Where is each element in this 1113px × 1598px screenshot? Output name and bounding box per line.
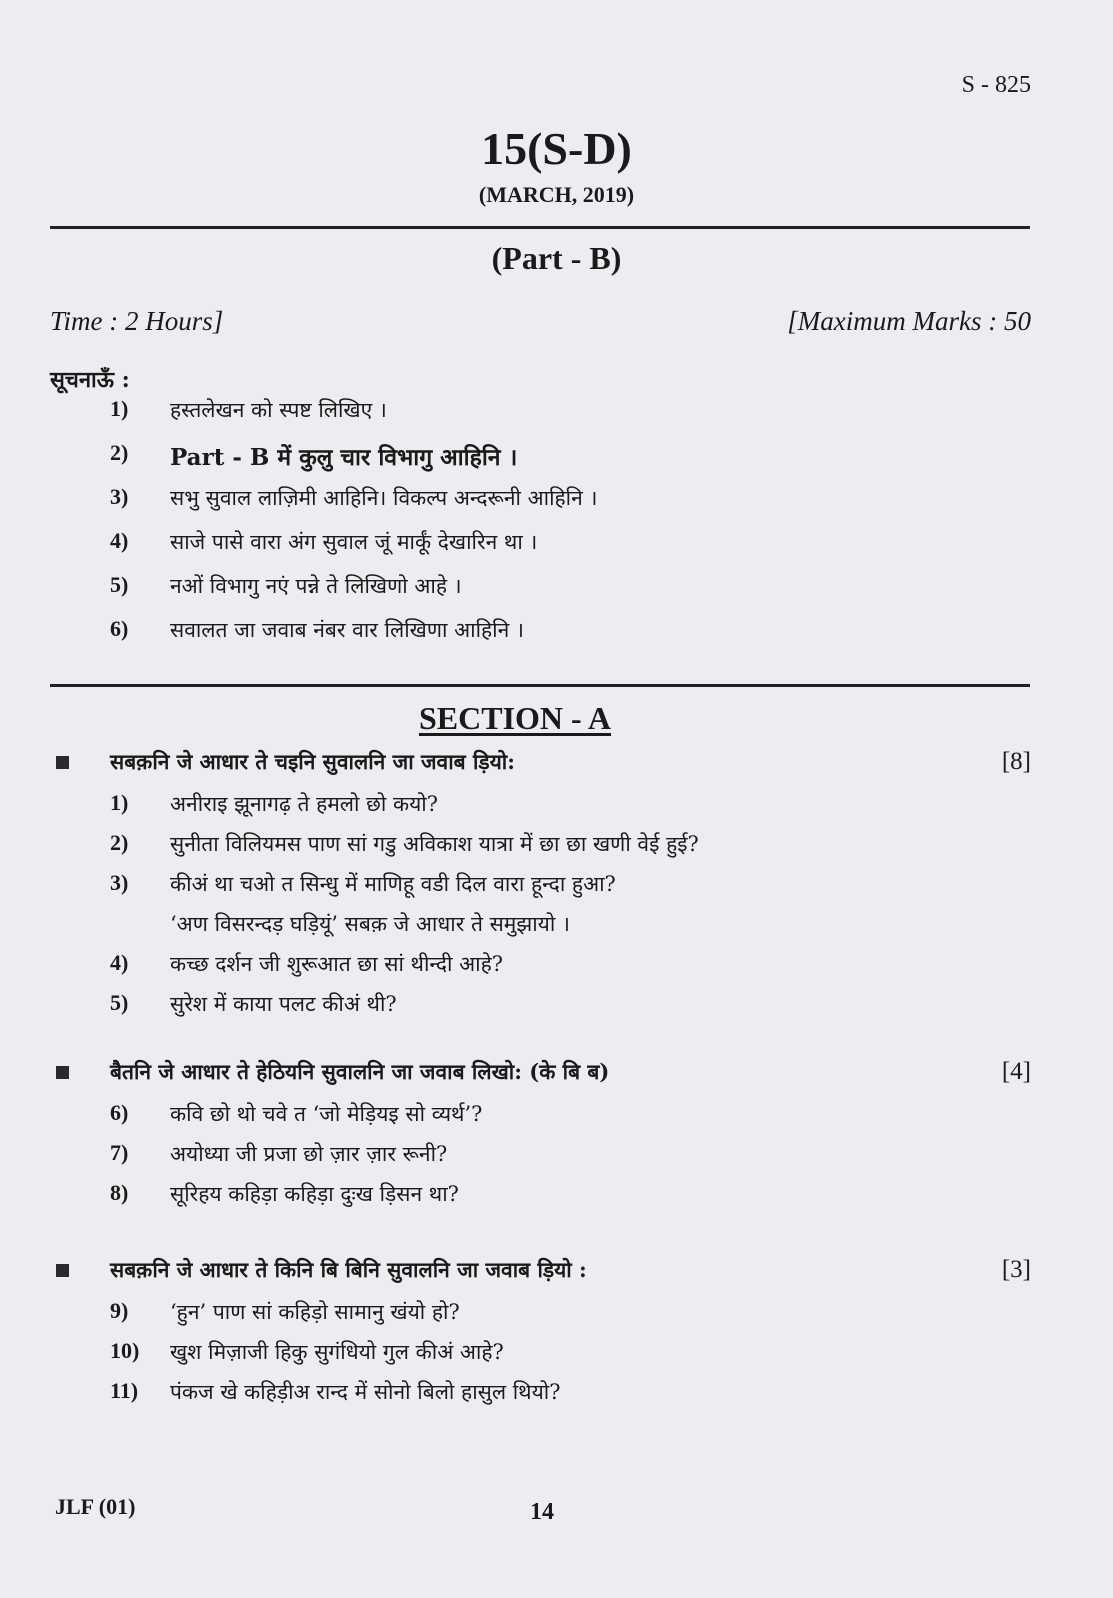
group-instruction: सबक़नि जे आधार ते चइनि सुवालनि जा जवाब ड़ियो: <box>110 749 515 774</box>
part-title: (Part - B) <box>491 240 622 276</box>
instruction-text: हस्तलेखन को स्पष्ट लिखिए । <box>170 398 387 422</box>
instruction-text: नओं विभागु नएं पन्ने ते लिखिणो आहे । <box>170 574 462 598</box>
exam-date: (MARCH, 2019) <box>478 182 635 207</box>
question-number: 3) <box>110 870 129 895</box>
instruction-number: 4) <box>110 528 129 553</box>
section-title: SECTION - A <box>418 700 612 736</box>
instructions-heading: सूचनाऊँ : <box>50 367 130 393</box>
question-text: अयोध्या जी प्रजा छो ज़ार ज़ार रूनी? <box>170 1142 448 1166</box>
instruction-text: सभु सुवाल लाज़िमी आहिनि। विकल्प अन्दरूनी आहिनि । <box>170 486 598 510</box>
instruction-text: Part - B में कुलु चार विभागु आहिनि । <box>170 444 518 471</box>
group-instruction: बैतनि जे आधार ते हेठियनि सुवालनि जा जवाब लिखो: (के बि ब) <box>110 1059 610 1084</box>
question-number: 7) <box>110 1140 129 1165</box>
time-allowed: Time : 2 Hours] <box>50 306 224 336</box>
maximum-marks: [Maximum Marks : 50 <box>787 306 1031 336</box>
instruction-number: 6) <box>110 616 129 641</box>
square-bullet-icon <box>56 756 69 769</box>
instruction-number: 3) <box>110 484 129 509</box>
question-number: 9) <box>110 1298 129 1323</box>
question-text: ‘हुन’ पाण सां कहिड़ो सामानु खंयो हो? <box>170 1300 460 1324</box>
question-text: ‘अण विसरन्दड़ घड़ियूं’ सबक़ जे आधार ते समुझायो । <box>170 912 570 936</box>
group-instruction-row <box>0 748 1113 778</box>
group-marks: [8] <box>1001 748 1031 775</box>
question-text: पंकज खे कहिड़ीअ रान्द में सोनो बिलो हासुल थियो? <box>170 1380 561 1404</box>
question-text: अनीराइ झूनागढ़ ते हमलो छो कयो? <box>170 792 438 816</box>
question-number: 1) <box>110 790 129 815</box>
top-divider <box>50 226 1030 229</box>
question-text: सूरिहय कहिड़ा कहिड़ा दुःख ड़िसन था? <box>170 1182 459 1206</box>
footer-code: JLF (01) <box>55 1494 136 1519</box>
square-bullet-icon <box>56 1066 69 1079</box>
question-text: कीअं था चओ त सिन्धु में माणिहू वडी दिल वारा हून्दा हुआ? <box>170 872 616 896</box>
question-text: सुरेश में काया पलट कीअं थी? <box>170 992 397 1016</box>
question-number: 4) <box>110 950 129 975</box>
group-marks: [3] <box>1001 1256 1031 1283</box>
paper-code: 15(S-D) <box>481 123 632 174</box>
question-text: सुनीता विलियमस पाण सां गडु अविकाश यात्रा में छा छा खणी वेई हुई? <box>170 832 699 856</box>
question-text: कवि छो थो चवे त ‘जो मेड़ियइ सो व्यर्थ’? <box>170 1102 483 1126</box>
question-text: कच्छ दर्शन जी शुरूआत छा सां थीन्दी आहे? <box>170 952 504 976</box>
group-instruction-row <box>0 1256 1113 1286</box>
series-code: S - 825 <box>961 72 1031 98</box>
question-number: 6) <box>110 1100 129 1125</box>
section-divider <box>50 684 1030 687</box>
square-bullet-icon <box>56 1264 69 1277</box>
question-number: 10) <box>110 1338 140 1363</box>
page-number: 14 <box>530 1499 554 1525</box>
question-text: खुश मिज़ाजी हिकु सुगंधियो गुल कीअं आहे? <box>170 1340 504 1364</box>
question-number: 11) <box>110 1378 139 1403</box>
question-number: 8) <box>110 1180 129 1205</box>
group-instruction: सबक़नि जे आधार ते किनि बि बिनि सुवालनि जा जवाब ड़ियो : <box>110 1257 587 1282</box>
instruction-number: 5) <box>110 572 129 597</box>
instruction-number: 1) <box>110 396 129 421</box>
group-instruction-row <box>0 1058 1113 1088</box>
instruction-text: साजे पासे वारा अंग सुवाल जूं मार्कूं देखारिन था । <box>170 530 538 554</box>
question-number: 2) <box>110 830 129 855</box>
question-number: 5) <box>110 990 129 1015</box>
instruction-text: सवालत जा जवाब नंबर वार लिखिणा आहिनि । <box>170 618 524 642</box>
group-marks: [4] <box>1001 1058 1031 1085</box>
instruction-number: 2) <box>110 440 129 465</box>
